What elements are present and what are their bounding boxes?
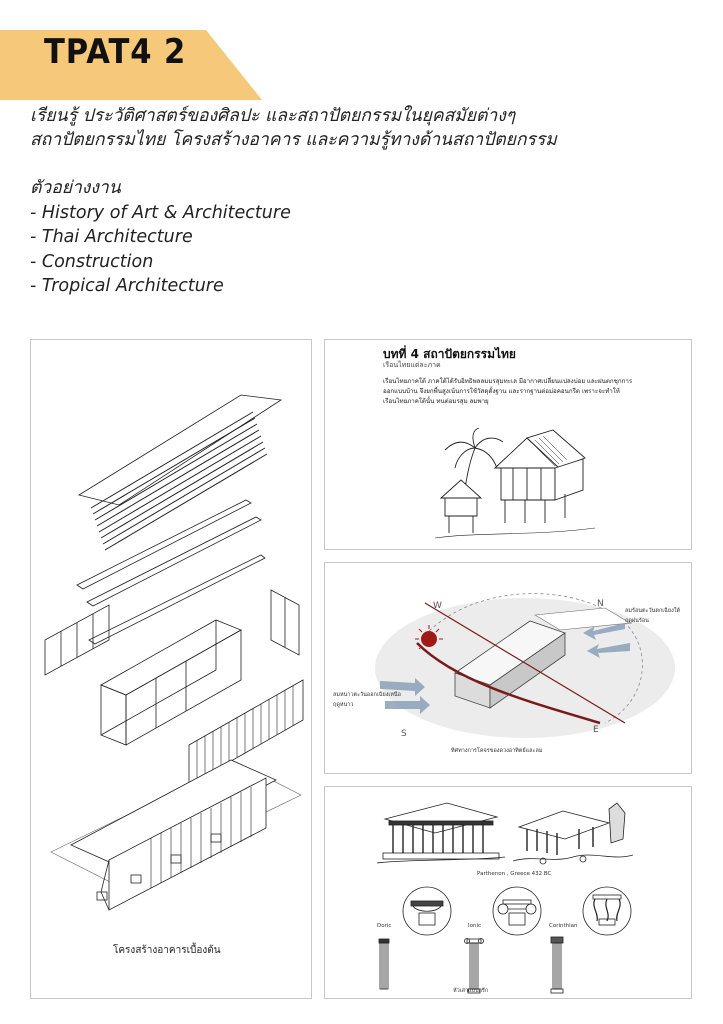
intro-text <box>30 104 710 152</box>
intro-line: สถาปัตยกรรมไทย โครงสร้างอาคาร และความรู้ทางด้านสถาปัตยกรรม <box>30 130 557 150</box>
examples-heading: ตัวอย่างงาน <box>30 178 121 198</box>
order-ionic-label: Ionic <box>468 923 482 929</box>
parthenon-caption: Parthenon , Greece 432 BC <box>477 871 552 877</box>
wind-note-left: ลมหนาวตะวันออกเฉียงเหนือ <box>333 692 401 698</box>
column-orders-drawing <box>367 885 657 997</box>
history-architecture-panel <box>324 786 692 999</box>
construction-caption: โครงสร้างอาคารเบื้องต้น <box>113 945 221 956</box>
exploded-structure-drawing <box>31 340 311 998</box>
order-doric-label: Doric <box>377 923 392 929</box>
page-title: TPAT4 2 <box>44 32 187 72</box>
wind-note-right-2: ฤดูฝนร้อน <box>625 618 649 624</box>
order-corinthian-label: Corinthian <box>549 923 578 929</box>
chapter-body: เรือนไทยภาคใต้ ภาคใต้ได้รับอิทธิพลลมมรสุมทะเล มีอากาศเปลี่ยนแปลงบ่อย และฝนตกชุกการออกแบบบ้าน จึงยกพื้นสูงเน้นการใช้วัสดุตั้งฐาน และรากฐานต่อม่อคอนกรีต เพราะจะทำให้เรือนไทยภาคใต้นั้น ทนต่อมรสุม ลมพายุ <box>383 378 633 405</box>
wind-note-right: ลมร้อนตะวันตกเฉียงใต้ <box>625 608 681 614</box>
sun-path-caption: ทิศทางการโคจรของดวงอาทิตย์และลม <box>451 748 543 754</box>
wind-note-left-2: ฤดูหนาว <box>333 702 354 708</box>
list-item: - Thai Architecture <box>30 227 193 247</box>
list-item: - History of Art & Architecture <box>30 202 291 223</box>
parthenon-drawing <box>377 797 505 867</box>
thai-architecture-panel <box>324 339 692 550</box>
chapter-subtitle: เรือนไทยแต่ละภาค <box>383 361 441 369</box>
compass-east: E <box>593 725 599 735</box>
examples-list <box>30 176 291 299</box>
thai-house-drawing <box>435 428 595 543</box>
sun-path-panel <box>324 562 692 774</box>
ruins-drawing <box>513 799 633 869</box>
chapter-title: บทที่ 4 สถาปัตยกรรมไทย <box>383 347 516 361</box>
list-item: - Construction <box>30 251 154 272</box>
compass-west: W <box>433 601 442 611</box>
orders-caption: หัวเสาแบบกรีก <box>453 988 489 994</box>
sun-path-diagram <box>325 563 691 773</box>
construction-panel <box>30 339 312 999</box>
compass-north: N <box>597 599 604 609</box>
intro-line: เรียนรู้ ประวัติศาสตร์ของศิลปะ และสถาปัตยกรรมในยุคสมัยต่างๆ <box>30 106 516 126</box>
list-item: - Tropical Architecture <box>30 276 224 296</box>
compass-south: S <box>401 729 407 739</box>
